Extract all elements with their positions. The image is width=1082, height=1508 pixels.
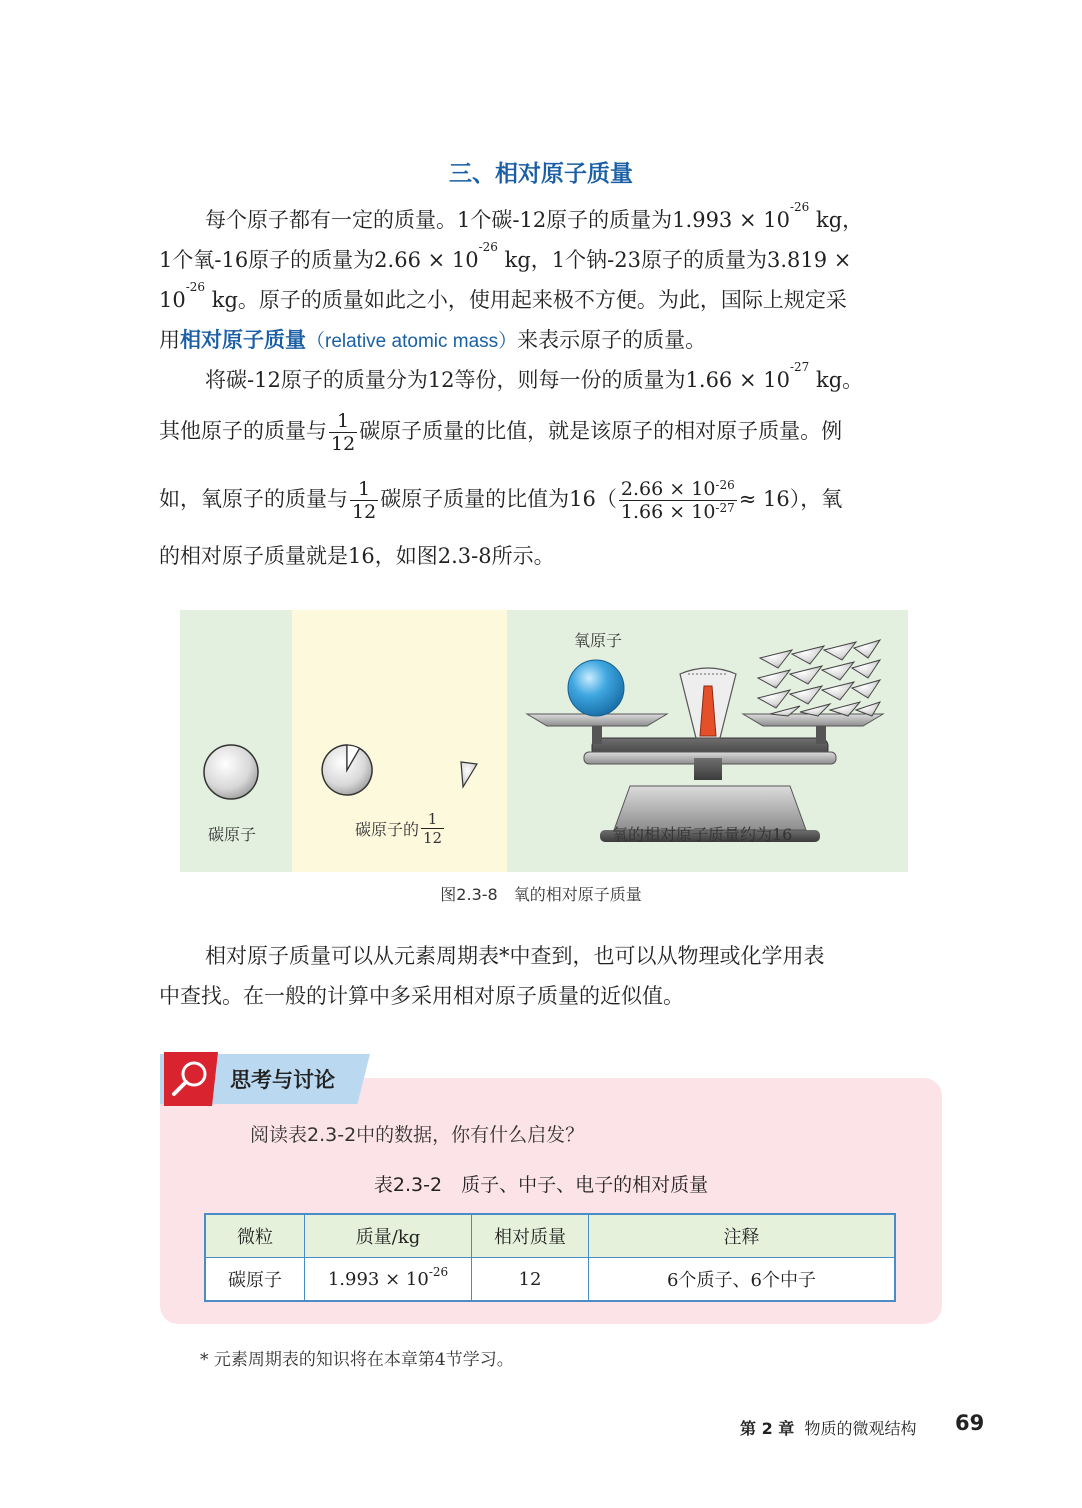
figure-illustration — [180, 610, 908, 872]
paragraph-2-line-4: 的相对原子质量就是16，如图2.3-8所示。 — [159, 544, 555, 568]
paragraph-3-line-2: 中查找。在一般的计算中多采用相对原子质量的近似值。 — [159, 984, 684, 1008]
oxygen-atom-icon — [568, 660, 624, 716]
fraction-one-twelfth: $\frac{1}{12}$ — [331, 410, 356, 455]
page-number: 69 — [955, 1411, 985, 1435]
paragraph-2-line-3: 如，氧原子的质量与 $\frac{1}{12}$ 碳原子质量的比值为16（ $\frac{2.66 \times 10^{-26}}{1.66 \times 10^{-27}}$ ≈ 16），氧 — [159, 478, 843, 523]
key-term: 相对原子质量 — [180, 328, 306, 352]
mass-ratio-fraction: $\frac{2.66 \times 10^{-26}}{1.66 \times 10^{-27}}$ — [620, 478, 735, 523]
carbon-atom-icon — [204, 745, 258, 799]
cell-relative-mass: 12 — [472, 1258, 589, 1302]
section-title: 三、相对原子质量 — [449, 161, 633, 187]
label-carbon-twelfth: 碳原子的 $\frac{1}{12}$ — [355, 810, 443, 847]
table-header-row — [205, 1214, 895, 1258]
paragraph-1-line-4: 用相对原子质量（relative atomic mass）来表示原子的质量。 — [159, 328, 707, 352]
english-term: （relative atomic mass） — [306, 331, 518, 352]
relative-mass-table — [204, 1213, 896, 1302]
paragraph-1-line-2: 1个氧-16原子的质量为$2.66 \times 10^{-26}$ kg，1个钠-23原子的质量为3.819 × — [159, 240, 852, 272]
paragraph-2-line-2: 其他原子的质量与 $\frac{1}{12}$ 碳原子质量的比值，就是该原子的相对原子质量。例 — [159, 410, 843, 455]
cell-particle: 碳原子 — [205, 1258, 305, 1302]
label-oxygen-atom: 氧原子 — [574, 631, 623, 650]
discussion-question: 阅读表2.3-2中的数据，你有什么启发？ — [250, 1124, 585, 1146]
label-oxygen-result: 氧的相对原子质量约为16 — [612, 825, 793, 844]
discussion-title: 思考与讨论 — [230, 1068, 335, 1092]
header-relative-mass: 相对质量 — [472, 1214, 589, 1258]
paragraph-2-line-1: 将碳-12原子的质量分为12等份，则每一份的质量为$1.66 \times 10^{-27}$ kg。 — [205, 360, 864, 392]
table-caption: 表2.3-2 质子、中子、电子的相对质量 — [373, 1174, 709, 1196]
table-row — [205, 1258, 895, 1302]
cell-mass: $1.993 \times 10^{-26}$ — [305, 1258, 472, 1302]
carbon-atom-cut-icon — [322, 745, 372, 795]
figure-oxygen-relative-mass — [180, 610, 908, 872]
header-mass: 质量/kg — [305, 1214, 472, 1258]
header-note: 注释 — [589, 1214, 896, 1258]
paragraph-1-line-1: 每个原子都有一定的质量。1个碳-12原子的质量为$1.993 \times 10^{-26}$ kg， — [205, 200, 864, 232]
label-carbon-atom: 碳原子 — [208, 825, 257, 844]
paragraph-1-line-3: $10^{-26}$ kg。原子的质量如此之小，使用起来极不方便。为此，国际上规定采 — [159, 280, 847, 312]
fraction-one-twelfth: $\frac{1}{12}$ — [352, 478, 377, 523]
footnote: * 元素周期表的知识将在本章第4节学习。 — [200, 1350, 514, 1370]
cell-note: 6个质子、6个中子 — [589, 1258, 896, 1302]
footer-chapter: 第 2 章 物质的微观结构 — [740, 1419, 917, 1438]
paragraph-3-line-1: 相对原子质量可以从元素周期表*中查到，也可以从物理或化学用表 — [205, 944, 825, 968]
figure-caption: 图2.3-8 氧的相对原子质量 — [440, 885, 642, 904]
magnifier-icon — [160, 1048, 222, 1110]
header-particle: 微粒 — [205, 1214, 305, 1258]
